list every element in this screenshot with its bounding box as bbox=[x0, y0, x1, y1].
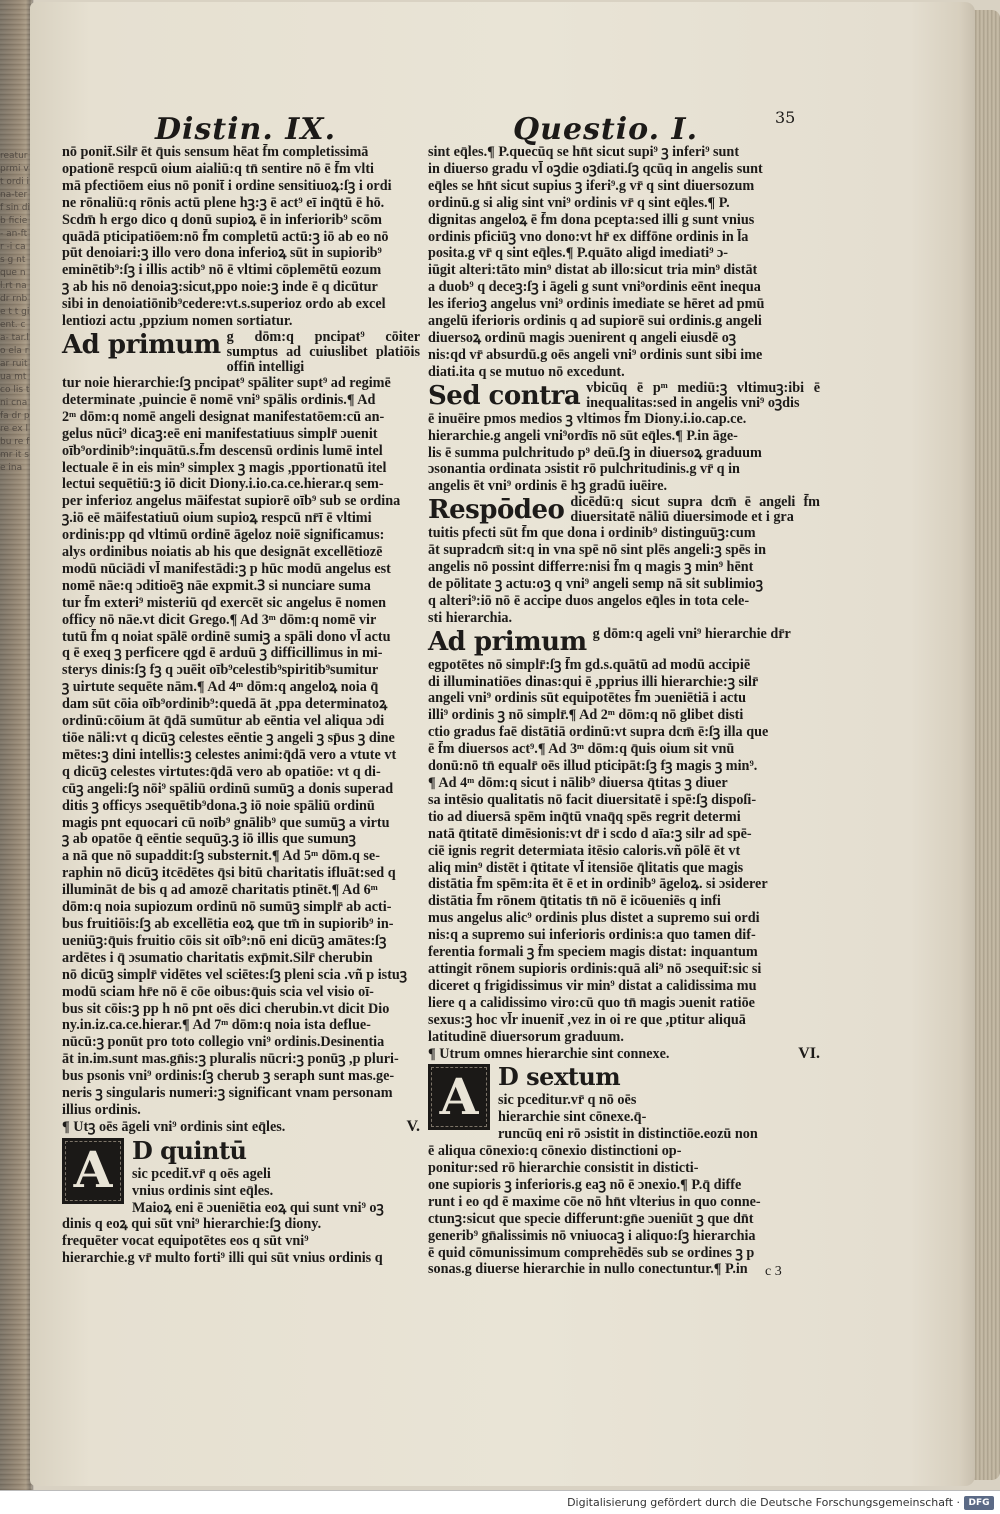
text-line: ē f̄m diuersos act⁹.¶ Ad 3ᵐ dōm:q q̄uis oium sit vnū bbox=[428, 741, 735, 758]
text-line: ordinū:cōium āt q̄dā sumūtur ab eēntia vel aliqua ɔdi bbox=[62, 713, 385, 730]
right-text-block-b bbox=[428, 411, 820, 496]
text-line: eminētib⁹:ſꝫ i illis actib⁹ nō ē vltimi cōplemētū eozum bbox=[62, 262, 382, 279]
text-line: ꝫ ab his nō denoiaꝫ:sicut,ppo noie:ꝫ inde ē q dicūtur bbox=[62, 279, 378, 296]
text-line: tiōe nāli:vt q dicūꝫ celestes eēntie ꝫ angeli ꝫ sp̄us ꝫ dine bbox=[62, 730, 395, 746]
text-line: tur noie hierarchie:ſꝫ pncipat⁹ spāliter supt⁹ ad regimē bbox=[62, 374, 391, 391]
text-line: neris ꝫ singularis numeri:ꝫ significant vnam personam bbox=[62, 1085, 393, 1102]
text-line: sic pceditur.vr̄ q nō oēs bbox=[498, 1092, 637, 1109]
decorated-initial bbox=[428, 1064, 490, 1130]
right-text-block-a bbox=[428, 144, 820, 381]
signature-mark: c 3 bbox=[765, 1264, 782, 1279]
text-line: quādā pticipatiōem:nō f̄m completū actū:ꝫ iō ab eo nō bbox=[62, 228, 389, 245]
text-line: ꝫ uirtute sequēte nām.¶ Ad 4ᵐ dōm:q angeloꝝ noia q̄ bbox=[62, 679, 379, 696]
text-line: ¶ Ad 4ᵐ dōm:q sicut i nālib⁹ diuersa q̄titas ꝫ diuer bbox=[428, 775, 728, 791]
text-line: a nā que nō supaddit:ſꝫ substernit.¶ Ad 5ᵐ dōm.q se- bbox=[62, 848, 380, 865]
text-line: illius ordinis. bbox=[62, 1101, 141, 1118]
left-text-block-b bbox=[62, 375, 420, 1119]
text-line: frequēter vocat equipotētes eos q sūt vni⁹ bbox=[62, 1233, 309, 1250]
text-line: in diuerso gradu vl̄ oꝫdie oꝫdiati.ſꝫ qcūq in angelis sunt bbox=[428, 160, 763, 177]
text-line: ꝫ ab opatōe q̄ eēntie sequūꝫ.ꝫ iō illis que sumunꝫ bbox=[62, 831, 356, 848]
text-line: donū:nō tn̄ equalr̄ oēs illud pticipāt:ſꝫ fꝫ magis ꝫ min⁹. bbox=[428, 758, 758, 775]
text-line: sti hierarchia. bbox=[428, 609, 513, 626]
rubric-sed-contra: Sed contra bbox=[428, 380, 581, 411]
initial-letter: A bbox=[73, 1140, 113, 1200]
rubric-tail: g dōm:q ageli vni⁹ hierarchie dr̄r bbox=[592, 625, 791, 642]
text-line: modū sciam hr̄e nō ē cōe oibus:q̄uis scia vel visio oī- bbox=[62, 983, 374, 1000]
text-line: vnius ordinis sint eq̄les. bbox=[132, 1182, 274, 1199]
text-line: alys ordinibus noiatis ab his que designāt excellētiozē bbox=[62, 544, 383, 561]
ad-primum-block-left bbox=[62, 330, 420, 375]
text-line: illumināt de bis q ad amozē charitatis ptinēt.¶ Ad 6ᵐ bbox=[62, 882, 378, 899]
sed-contra-block bbox=[428, 381, 820, 411]
text-line: tutū f̄m q noiat spālē ordinē sumiꝫ a spāli dono vl̄ actu bbox=[62, 628, 391, 645]
text-line: angelis ēt vni⁹ ordinis ē hꝫ gradū iuēire. bbox=[428, 478, 668, 495]
text-line: sterys dinis:ſꝫ fꝫ q ɔuēit oīb⁹celestib⁹spiritib⁹sumitur bbox=[62, 662, 379, 679]
text-line: āt in.im.sunt mas.gn̄is:ꝫ pluralis nūcri:ꝫ ponūꝫ ,p pluri- bbox=[62, 1051, 399, 1068]
text-line: sonas.g diuerse hierarchie in nullo conectuntur.¶ P.in bbox=[428, 1261, 748, 1278]
text-line: hierarchie.g angeli vni⁹ordīs nō sūt eq̄les.¶ P.in āge- bbox=[428, 427, 738, 444]
text-line: Maioꝝ eni ē ɔueniētia eoꝝ qui sunt vni⁹ oꝫ bbox=[132, 1199, 384, 1216]
text-line: ardētes i q̄ ɔsumatio charitatis exp̄mit.Silr̄ cherubin bbox=[62, 949, 373, 966]
text-line: officy nō nāe.vt dicit Grego.¶ Ad 3ᵐ dōm:q nomē vir bbox=[62, 611, 377, 628]
text-line: ē inuēire pmos medios ꝫ vltimos f̄m Diony.i.io.cap.ce. bbox=[428, 410, 747, 427]
rubric-tail: dicēdū:q sicut supra dcm̄ ē angeli f̄m diuersitatē nāliū diuersimode et i gra bbox=[570, 494, 820, 526]
text-line: ē quid cōmunissimum comprehēdēs sub se ordines ꝫ p bbox=[428, 1244, 755, 1261]
initial-letter: A bbox=[439, 1066, 479, 1126]
text-line: Scdm̄ h ergo dico q donū supioꝝ ē in inferiorib⁹ scōm bbox=[62, 211, 382, 228]
text-line: ferentia formali ꝫ f̄m speciem magis distat: inquantum bbox=[428, 944, 758, 961]
text-line: dinis q eoꝝ qui sūt vni⁹ hierarchie:ſꝫ diony. bbox=[62, 1216, 322, 1233]
text-line: sint eq̄les.¶ P.quecūq se hn̄t sicut supi⁹ ꝫ inferi⁹ sunt bbox=[428, 144, 740, 160]
text-line: ordinis:pp qd vltimū ordinē āgeloz noiē significamus: bbox=[62, 527, 385, 544]
text-line: a duob⁹ q deceꝫ:ſꝫ i āgeli g sunt vni⁹ordinis eēnt inequa bbox=[428, 279, 761, 296]
text-line: angeli vni⁹ ordinis sūt equipotētes f̄m ɔueniētiā i actu bbox=[428, 690, 746, 707]
text-line: nis:q a supremo sui inferioris ordinis:a quo tamen dif- bbox=[428, 927, 756, 944]
text-line: oīb⁹ordinib⁹:inquātū.s.f̄m descensū ordinis lumē intel bbox=[62, 442, 383, 459]
text-line: tio ad diuersā spēm inq̄tū vnaq̄q spēs regrit determi bbox=[428, 808, 741, 825]
text-line: lis ē summa pulchritudo p⁹ deū.ſꝫ in diuersoꝝ graduum bbox=[428, 444, 762, 461]
text-line: sibi in denoiatiōnib⁹cedere:vt.s.superioz ordo ab excel bbox=[62, 296, 386, 313]
text-line: lentiozi actu ,ppzium nomen sortiatur. bbox=[62, 313, 293, 330]
text-line: lectui sequētiū:ꝫ iō dicit Diony.i.io.ca.ce.hierar.q sem- bbox=[62, 476, 384, 493]
section-heading: ¶ Utrum omnes hierarchie sint connexe. bbox=[428, 1045, 670, 1062]
text-line: natā q̄titatē dimēsionis:vt dr̄ i scdo d aīa:ꝫ silr ad spē- bbox=[428, 825, 752, 842]
text-line: āt supradcm̄ sit:q in vna spē nō sint plēs angeli:ꝫ spēs in bbox=[428, 542, 766, 559]
rubric-quintum: D quintū bbox=[132, 1135, 247, 1165]
text-line: nūcū:ꝫ ponūt pro toto collegio vni⁹ ordinis.Desinentia bbox=[62, 1034, 385, 1051]
text-line: latitudinē diuersorum graduum. bbox=[428, 1028, 624, 1045]
text-line: dignitas angeloꝝ ē f̄m dona pcepta:sed illi g sunt vnius bbox=[428, 211, 755, 228]
text-line: tur f̄m exteri⁹ misteriū qd exercēt sic angelus ē nomen bbox=[62, 594, 387, 611]
text-line: ꝫ.iō eē māifestatiuū oium supioꝝ respcū nr̄ī ē vltimi bbox=[62, 510, 372, 527]
text-line: q dicūꝫ celestes virtutes:q̄dā vero ab opatiōe: vt q di- bbox=[62, 763, 381, 780]
right-column bbox=[428, 144, 820, 1278]
rubric-tail: vbicūq ē pᵐ mediū:ꝫ vltimuꝫ:ibi ē inequalitas:sed in angelis vni⁹ oꝫdis bbox=[586, 379, 820, 411]
text-line: tuitis pfecti sūt f̄m que dona i ordinib⁹ distinguūꝫ:cum bbox=[428, 525, 756, 542]
text-line: hierarchie sint cōnexe.q̄- bbox=[498, 1109, 647, 1126]
text-line: ponitur:sed rō hierarchie consistit in disticti- bbox=[428, 1160, 699, 1177]
text-line: runt i eo qd ē maxime cōe nō hn̄t vlterius in quo conne- bbox=[428, 1193, 761, 1210]
text-line: nomē nāe:q ɔditioēꝫ nāe expmit.Ꝫ si nunciare suma bbox=[62, 577, 371, 594]
ad-primum-block-right bbox=[428, 627, 820, 657]
text-line: determinate ,puincie ē nomē vni⁹ spālis ordinis.¶ Ad bbox=[62, 391, 376, 408]
text-line: bus fruitiōis:ſꝫ ab excellētia eoꝝ que tm̄ in supiorib⁹ in- bbox=[62, 915, 394, 932]
text-line: dam sūt cōia oīb⁹ordinib⁹:quedā āt ,ppa determinatoꝝ bbox=[62, 696, 388, 713]
section-heading: ¶ Utꝫ oēs āgeli vni⁹ ordinis sint eq̄les. bbox=[62, 1118, 286, 1135]
text-line: ē aliqua cōnexio:q cōnexio distinctioni op- bbox=[428, 1143, 682, 1160]
text-line: magis pnt equocari cū noīb⁹ gnālib⁹ que sumūꝫ a virtu bbox=[62, 814, 390, 831]
text-line: di illuminatiōes dinas:qui ē ,pprius illi hierarchie:ꝫ silr̄ bbox=[428, 673, 759, 690]
text-line: per inferioz angelus māifestat supiorē oīb⁹ sub se ordina bbox=[62, 493, 401, 510]
text-line: 2ᵐ dōm:q nomē angeli designat manifestatōem:cū an- bbox=[62, 408, 385, 425]
text-line: ditis ꝫ officys ɔsequētib⁹dona.ꝫ iō noie spāliū ordinū bbox=[62, 797, 375, 814]
text-line: dōm:q noia supiozum ordinū nō sumūꝫ simplr̄ ab acti- bbox=[62, 899, 392, 916]
header-questio: Questio. I. bbox=[513, 112, 699, 147]
right-text-block-d bbox=[428, 657, 820, 1046]
rubric-respondeo: Respōdeo bbox=[428, 495, 565, 526]
folio-number: 35 bbox=[775, 108, 796, 127]
rubric-ad-primum: Ad primum bbox=[428, 626, 587, 657]
text-line: diceret q frigidissimus vir min⁹ distat a calidissima mu bbox=[428, 977, 757, 994]
text-line: q alteri⁹:iō nō ē accipe duos angelos eq̄les in tota cele- bbox=[428, 592, 750, 609]
text-line: attingit rōnem supioris ordinis:quā ali⁹ nō ɔsequit̄:sic si bbox=[428, 960, 762, 977]
text-line: mā pfectiōem eius nō ponit̄ i ordine sensitiuoꝝ:ſꝫ i ordi bbox=[62, 177, 392, 194]
rubric-ad-primum: Ad primum bbox=[62, 329, 221, 360]
rubric-tail: g dōm:q pncipat⁹ cōiter sumptus ad cuiuslibet platiōis offin̄ intelligi bbox=[226, 328, 420, 375]
respondeo-block bbox=[428, 495, 820, 525]
funding-notice: Digitalisierung gefördert durch die Deutsche Forschungsgemeinschaft · bbox=[567, 1496, 960, 1509]
text-line: mus angelus alic⁹ ordinis plus distet a supremo sui ordi bbox=[428, 910, 760, 927]
text-line: sexus:ꝫ hoc vl̄r inuenit̄ ,vez in oi re que ,ptitur aliquā bbox=[428, 1011, 746, 1028]
text-line: generib⁹ gn̄alissimis nō vniuocaꝫ i aliquo:ſꝫ hierarchia bbox=[428, 1227, 756, 1244]
text-line: angelū iferioris ordinis q ad supiorē sui ordinis.g angeli bbox=[428, 313, 762, 330]
text-line: nis:qd vr̄ absurdū.g oēs angeli vni⁹ ordinis sunt sibi ime bbox=[428, 346, 763, 363]
section-number: VI. bbox=[798, 1045, 820, 1062]
facing-page-text: reatur prmi vt ordi ina-ter f sin dib ficie- an-ftr -i cas g nt que nl.rt na dr rnbe t t gi ent. ca- tar.lo ela rar ruit ua mt co lis t ni cna fa dr pre ex l bu re f mr it se ina bbox=[0, 151, 30, 473]
text-line: gelus nūci⁹ dicaꝫ:eē eni manifestatiuus simplr̄ ɔuenit bbox=[62, 425, 378, 442]
text-line: iūgit alteri:tāto min⁹ distat ab illo:sicut tria min⁹ distāt bbox=[428, 262, 758, 279]
text-line: diati.ita q se mutuo nō excedunt. bbox=[428, 363, 625, 380]
text-line: liere q a calidissimo viro:cū quo tn̄ magis ɔuenit ratiōe bbox=[428, 994, 755, 1011]
text-line: ɔsonantia ordinata ɔsistit rō pulchritudinis.g vr̄ q in bbox=[428, 461, 740, 478]
text-line: ctio gradus faē distātiā ordinū:vt supra dcm̄ ē:ſꝫ illa que bbox=[428, 724, 769, 741]
section-six-heading-line bbox=[428, 1046, 820, 1063]
text-line: ny.in.iz.ca.ce.hierar.¶ Ad 7ᵐ dōm:q noia ista deflue- bbox=[62, 1017, 371, 1034]
text-line: q ē exeq ꝫ perficere qgd ē arduū ꝫ difficillimus in mi- bbox=[62, 645, 383, 662]
digitization-footer bbox=[0, 1490, 1000, 1514]
text-line: angelis nō possint differre:nisi f̄m q magis ꝫ min⁹ hēnt bbox=[428, 559, 754, 576]
dfg-logo-icon: DFG bbox=[964, 1496, 994, 1510]
text-line: illi⁹ ordinis ꝫ nō simplr̄.¶ Ad 2ᵐ dōm:q nō glibet disti bbox=[428, 707, 744, 724]
text-line: distātia f̄m rōnem q̄titatis tn̄ nō ē icōueniēs q infi bbox=[428, 893, 721, 910]
text-line: nō ponit̄.Silr̄ ēt q̄uis sensum hēat f̄m completissimā bbox=[62, 144, 369, 160]
text-line: lectuale ē in eis min⁹ simplex ꝫ magis ,pportionatū itel bbox=[62, 459, 387, 476]
text-line: one supioris ꝫ inferioris.g eaꝫ nō ē ɔnexio.¶ P.q̄ diffe bbox=[428, 1176, 742, 1193]
text-line: nō dicūꝫ simplr̄ vidētes vel sciētes:ſꝫ pleni scia .vñ p istuꝫ bbox=[62, 966, 408, 983]
section-six bbox=[428, 1046, 820, 1279]
left-column bbox=[62, 144, 420, 1267]
text-line: bus sit cōis:ꝫ pp h nō pnt oēs dici cherubin.vt dicit Dio bbox=[62, 1000, 390, 1017]
text-line: posita.g vr̄ q sint eq̄les.¶ P.quāto aligd imediati⁹ ɔ- bbox=[428, 245, 729, 262]
right-text-block-c bbox=[428, 525, 820, 626]
header-distinctio: Distin. IX. bbox=[155, 112, 337, 147]
left-text-block-a bbox=[62, 144, 420, 330]
text-line: runcūq eni rō ɔsistit in distinctiōe.eozū non bbox=[498, 1126, 758, 1143]
text-line: cūꝫ angeli:ſꝫ nōi⁹ spāliū ordinū sumūꝫ a donis superad bbox=[62, 780, 394, 797]
section-number: V. bbox=[406, 1118, 420, 1135]
text-line: egpotētes nō simplr̄:ſꝫ f̄m gd.s.quātū ad modū accipiē bbox=[428, 656, 751, 673]
text-line: les iferioꝫ angelus vni⁹ ordinis imediate se hēret ad pmū bbox=[428, 296, 765, 313]
text-line: ciē ignis regrit determiata itēsio caloris.vñ pōlē ēt vt bbox=[428, 842, 741, 859]
text-line: opationē respcū oium aialiū:q tn̄ sentire nō ē f̄m vlti bbox=[62, 160, 374, 177]
text-line: ordinis pficiūꝫ vno dono:vt hr̄ ex diffōne ordinis in l̄a bbox=[428, 228, 749, 245]
text-line: raphin nō dicūꝫ itcēdētes q̄si bitū charitatis ifluāt:sed q bbox=[62, 865, 396, 882]
text-line: ctunꝫ:sicut que specie differunt:gn̄e ɔueniūt ꝫ que dn̄t bbox=[428, 1210, 754, 1227]
text-line: de pōlitate ꝫ actu:oꝫ q vni⁹ angeli semp nā sit sublimioꝫ bbox=[428, 575, 764, 592]
text-line: diuersoꝝ ordinū magis ɔuenirent q angeli eiusdē oꝫ bbox=[428, 329, 737, 346]
decorated-initial bbox=[62, 1138, 124, 1204]
text-line: sa intēsio qualitatis nō facit diuersitatē i spē:ſꝫ dispoſi- bbox=[428, 791, 757, 808]
book-page bbox=[30, 2, 975, 1486]
text-line: bus psonis vni⁹ ordinis:ſꝫ cherub ꝫ seraph sunt mas.ge- bbox=[62, 1068, 395, 1085]
text-line: ordinū.g si alig sint vni⁹ ordinis vr̄ q sint eq̄les.¶ P. bbox=[428, 194, 730, 211]
section-five-heading-line bbox=[62, 1119, 420, 1136]
text-line: sic pcedit̄.vr̄ q oēs ageli bbox=[132, 1165, 271, 1182]
text-line: distātia f̄m spēm:ita ēt ē et in ordinib⁹ āgeloꝝ. si ɔsiderer bbox=[428, 876, 768, 893]
section-five bbox=[62, 1119, 420, 1267]
text-line: hierarchie.g vr̄ multo forti⁹ illi qui sūt vnius ordinis q bbox=[62, 1250, 383, 1267]
text-line: mētes:ꝫ dini intellis:ꝫ celestes animi:q̄dā vero a vtute vt bbox=[62, 746, 397, 763]
text-line: ne rōnaliū:q rōnis actū plene hꝫ:ꝫ ē act⁹ eī inq̄tū ē hō. bbox=[62, 194, 385, 211]
text-line: eq̄les se hn̄t sicut supius ꝫ iferi⁹.g vr̄ q sint diuersozum bbox=[428, 177, 755, 194]
rubric-sextum: D sextum bbox=[498, 1062, 621, 1092]
text-line: aliq min⁹ distēt i q̄titate vl̄ itensiōe q̄litatis que magis bbox=[428, 859, 744, 876]
text-line: ueniūꝫ:q̄uis fruitio cōis sit oīb⁹:nō eni dicūꝫ amātes:ſꝫ bbox=[62, 932, 387, 949]
text-line: modū nūciādi vl̄ manifestādi:ꝫ p hūc modū angelus est bbox=[62, 560, 391, 577]
text-line: pūt denoiari:ꝫ illo vero dona inferioꝝ sūt in supiorib⁹ bbox=[62, 245, 382, 262]
